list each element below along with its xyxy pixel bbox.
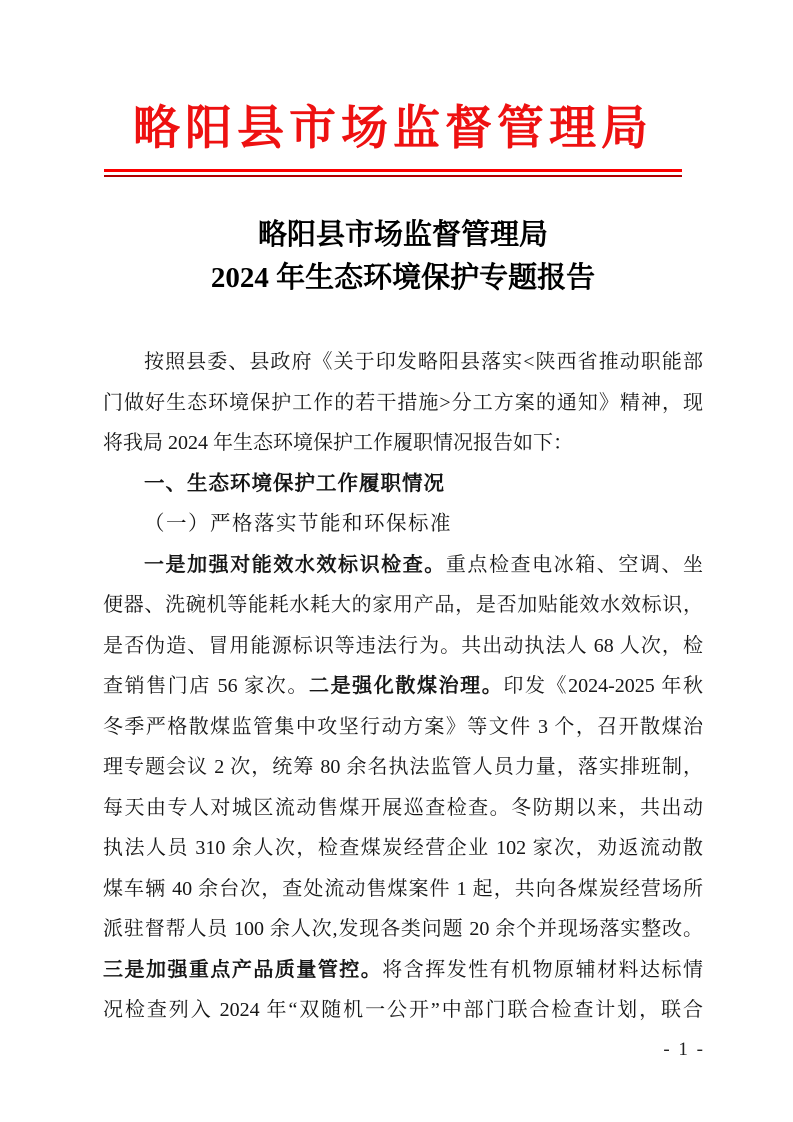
text-run: 是否伪造、冒用能源标识等违法行为。共出动执法人 68 人次，检 — [103, 634, 703, 657]
body-line — [103, 545, 703, 586]
subsection-heading — [103, 504, 703, 545]
text-run: 执法人员 310 余人次，检查煤炭经营企业 102 家次，劝返流动散 — [103, 837, 703, 859]
bold-run: 一是加强对能效水效标识检查。 — [144, 553, 446, 576]
body-line — [103, 828, 703, 869]
text-run: （一）严格落实节能和环保标准 — [144, 513, 452, 535]
body-line — [103, 666, 703, 707]
body-line — [103, 909, 703, 950]
bold-run: 一、生态环境保护工作履职情况 — [144, 471, 445, 495]
body-line — [103, 990, 703, 1031]
text-run: 理专题会议 2 次，统筹 80 余名执法监管人员力量，落实排班制， — [103, 756, 703, 778]
text-run: 门做好生态环境保护工作的若干措施>分工方案的通知》精神，现 — [103, 391, 703, 414]
text-run: 煤车辆 40 余台次，查处流动售煤案件 1 起，共向各煤炭经营场所 — [103, 877, 703, 900]
letterhead-org-name: 略阳县市场监督管理局 — [133, 103, 653, 155]
bold-run: 三是加强重点产品质量管控。 — [103, 958, 383, 981]
text-run: 便器、洗碗机等能耗水耗大的家用产品，是否加贴能效水效标识， — [103, 594, 703, 616]
text-run: 按照县委、县政府《关于印发略阳县落实<陕西省推动职能部 — [144, 351, 703, 373]
document-body — [103, 342, 703, 1031]
divider-thick-rule — [104, 169, 682, 172]
body-line — [103, 423, 703, 464]
body-line — [103, 585, 703, 626]
text-run: 印发《2024-2025 年秋 — [503, 675, 704, 697]
document-title — [103, 214, 703, 300]
divider-thin-rule — [104, 175, 682, 177]
body-line — [103, 626, 703, 667]
text-run: 况检查列入 2024 年“双随机一公开”中部门联合检查计划，联合 — [103, 999, 703, 1021]
text-run: 重点检查电冰箱、空调、坐 — [445, 553, 704, 576]
text-run: 冬季严格散煤监管集中攻坚行动方案》等文件 3 个，召开散煤治 — [103, 715, 703, 738]
body-line — [103, 342, 703, 383]
bold-run: 二是强化散煤治理。 — [308, 675, 504, 697]
document-title-line1: 略阳县市场监督管理局 — [257, 219, 548, 251]
text-run: 将我局 2024 年生态环境保护工作履职情况报告如下： — [103, 432, 573, 454]
body-line — [103, 950, 703, 991]
page-number: - 1 - — [663, 1039, 705, 1060]
letterhead — [104, 102, 682, 156]
text-run: 每天由专人对城区流动售煤开展巡查检查。冬防期以来，共出动 — [103, 796, 703, 819]
body-line — [103, 747, 703, 788]
text-run: 查销售门店 56 家次。 — [103, 675, 309, 697]
body-line — [103, 869, 703, 910]
text-run: 将含挥发性有机物原辅材料达标情 — [382, 958, 704, 981]
document-title-line2: 2024 年生态环境保护专题报告 — [210, 262, 596, 294]
text-run: 派驻督帮人员 100 余人次,发现各类问题 20 余个并现场落实整改。 — [103, 918, 703, 940]
body-line — [103, 383, 703, 424]
letterhead-divider — [104, 169, 682, 177]
body-line — [103, 707, 703, 748]
section-heading — [103, 464, 703, 505]
body-line — [103, 788, 703, 829]
